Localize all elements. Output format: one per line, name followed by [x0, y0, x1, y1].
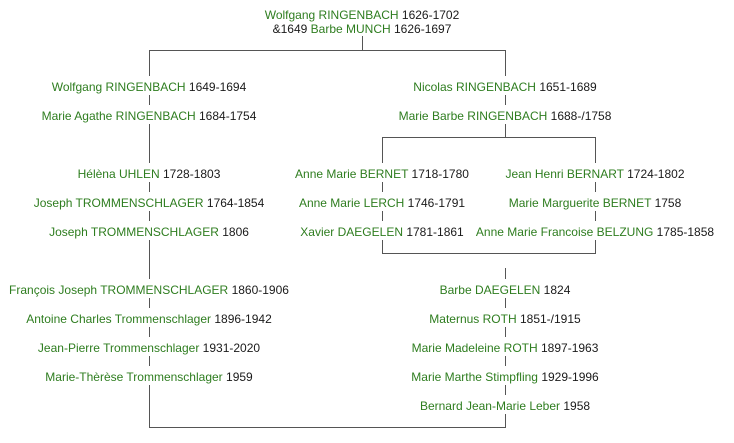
person-name-link[interactable]: Anne Marie Francoise BELZUNG — [475, 225, 654, 239]
person-dates: 1626-1697 — [394, 22, 452, 36]
root-person — [265, 8, 460, 22]
right-sub-right-person — [505, 167, 684, 181]
person-dates: 1684-1754 — [199, 109, 257, 123]
person-dates: 1764-1854 — [206, 196, 265, 210]
left-person — [78, 167, 221, 181]
left-person — [45, 370, 252, 384]
person-dates: 1806 — [222, 225, 249, 239]
person-name-link[interactable]: Barbe DAEGELEN — [439, 283, 541, 297]
left-person — [9, 283, 289, 297]
person-dates: 1897-1963 — [541, 341, 599, 355]
right-person — [413, 80, 596, 94]
person-name-link[interactable]: Joseph TROMMENSCHLAGER — [33, 196, 204, 210]
left-person — [49, 225, 249, 239]
person-name-link[interactable]: Maternus ROTH — [429, 312, 517, 326]
person-name-link[interactable]: Nicolas RINGENBACH — [413, 80, 536, 94]
right-sub-right-person — [476, 225, 714, 239]
left-person — [52, 80, 247, 94]
person-name-link[interactable]: Anne Marie LERCH — [298, 196, 405, 210]
person-name-link[interactable]: Marie Agathe RINGENBACH — [41, 109, 196, 123]
person-name-link[interactable]: Marie Madeleine ROTH — [411, 341, 538, 355]
right-lower-person — [411, 370, 598, 384]
person-name-link[interactable]: Bernard Jean-Marie Leber — [419, 399, 561, 413]
person-name-link[interactable]: Jean-Pierre Trommenschlager — [37, 341, 200, 355]
right-lower-person — [420, 399, 590, 413]
person-dates: 1931-2020 — [202, 341, 261, 355]
right-sub-left-person — [295, 167, 469, 181]
person-name-link[interactable]: Marie Marguerite BERNET — [508, 196, 652, 210]
left-person — [42, 109, 257, 123]
right-sub-left-person — [299, 196, 465, 210]
person-dates: 1896-1942 — [214, 312, 272, 326]
right-sub-right-person — [509, 196, 682, 210]
person-name-link[interactable]: Barbe MUNCH — [310, 22, 391, 36]
person-dates: 1785-1858 — [656, 225, 715, 239]
person-dates: 1824 — [543, 283, 571, 297]
person-dates: 1626-1702 — [401, 8, 460, 22]
person-dates: 1746-1791 — [407, 196, 466, 210]
person-dates: 1724-1802 — [627, 167, 685, 181]
right-lower-person — [440, 283, 571, 297]
person-dates: 1649-1694 — [188, 80, 247, 94]
person-name-link[interactable]: Joseph TROMMENSCHLAGER — [49, 225, 219, 239]
person-dates: 1959 — [226, 370, 253, 384]
person-name-link[interactable]: Hélèna UHLEN — [77, 167, 160, 181]
person-dates: 1781-1861 — [406, 225, 464, 239]
right-lower-person — [412, 341, 599, 355]
marriage-prefix: &1649 — [272, 22, 308, 36]
person-name-link[interactable]: Wolfgang RINGENBACH — [51, 80, 186, 94]
person-name-link[interactable]: Antoine Charles Trommenschlager — [26, 312, 212, 326]
person-dates: 1651-1689 — [539, 80, 597, 94]
person-dates: 1728-1803 — [163, 167, 221, 181]
person-name-link[interactable]: Marie Marthe Stimpfling — [411, 370, 538, 384]
person-dates: 1688-/1758 — [550, 109, 612, 123]
left-person — [38, 341, 260, 355]
person-dates: 1718-1780 — [411, 167, 469, 181]
person-name-link[interactable]: Jean Henri BERNART — [505, 167, 624, 181]
left-person — [26, 312, 272, 326]
person-dates: 1958 — [563, 399, 591, 413]
person-dates: 1851-/1915 — [519, 312, 581, 326]
person-name-link[interactable]: Marie-Thèrèse Trommenschlager — [45, 370, 223, 384]
person-name-link[interactable]: Marie Barbe RINGENBACH — [398, 109, 548, 123]
right-sub-left-person — [300, 225, 463, 239]
person-dates: 1860-1906 — [231, 283, 289, 297]
right-person — [399, 109, 612, 123]
person-name-link[interactable]: François Joseph TROMMENSCHLAGER — [9, 283, 229, 297]
left-person — [34, 196, 265, 210]
person-name-link[interactable]: Xavier DAEGELEN — [300, 225, 403, 239]
root-spouse — [273, 22, 452, 36]
person-dates: 1758 — [654, 196, 682, 210]
person-dates: 1929-1996 — [541, 370, 599, 384]
person-name-link[interactable]: Anne Marie BERNET — [295, 167, 409, 181]
right-lower-person — [429, 312, 580, 326]
person-name-link[interactable]: Wolfgang RINGENBACH — [264, 8, 399, 22]
